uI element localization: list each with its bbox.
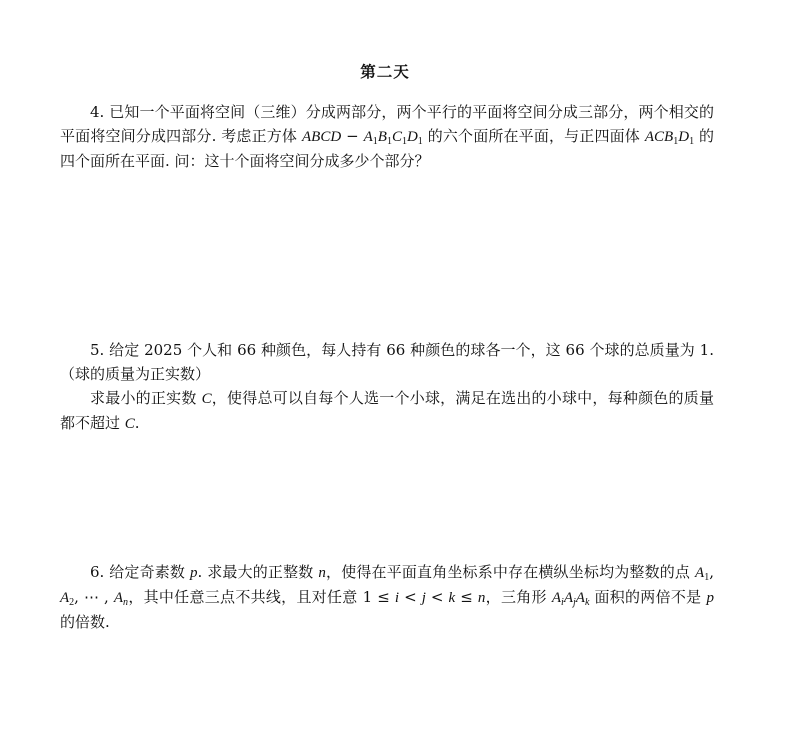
problem-5-paragraph-1 <box>60 338 714 386</box>
problem-number: 4. <box>90 103 105 121</box>
problem-number: 5. <box>90 341 105 359</box>
problem-number: 6. <box>90 563 105 581</box>
problem-5-paragraph-2: 求最小的正实数 C，使得总可以自每个人选一个小球，满足在选出的小球中，每种颜色的质量都不超过 C. <box>60 389 714 432</box>
problem-4-text <box>60 100 714 173</box>
problem-6-text <box>60 560 714 634</box>
problem-body: 已知一个平面将空间（三维）分成两部分，两个平行的平面将空间分成三部分，两个相交的平面将空间分成四部分. 考虑正方体 ABCD − $A_1B_1C_1D_1$ 的六个面所在平面，与正四面体 $ACB_1D_1$ 的四个面所在平面. 问：这十个面将空间分成多少个部分？ <box>60 103 714 170</box>
problem-body: 给定奇素数 p. 求最大的正整数 n，使得在平面直角坐标系中存在横纵坐标均为整数的点 $A_1$, $A_2$, ⋯ , $A_n$，其中任意三点不共线，且对任意 1 ≤ i < j < k ≤ n，三角形 $A_iA_jA_k$ 面积的两倍不是 p 的倍数. <box>60 563 714 631</box>
page-title: 第二天 <box>360 62 410 81</box>
problem-body: 给定 2025 个人和 66 种颜色，每人持有 66 种颜色的球各一个，这 66 个球的总质量为 1.（球的质量为正实数） <box>60 341 714 383</box>
problem-6 <box>60 560 714 634</box>
problem-5 <box>60 338 714 436</box>
problem-4 <box>60 100 714 173</box>
